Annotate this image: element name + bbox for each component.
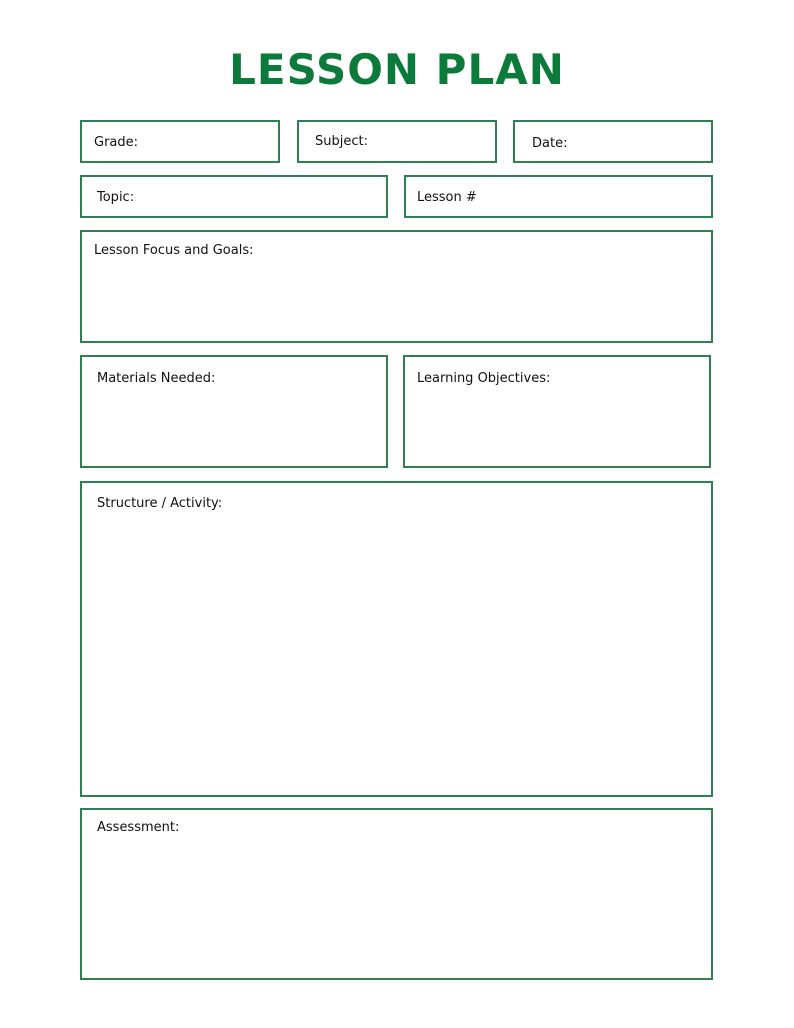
grade-label: Grade: (94, 135, 139, 150)
subject-field[interactable] (297, 120, 497, 163)
lesson-number-field[interactable] (404, 175, 713, 218)
assessment-label: Assessment: (97, 820, 180, 835)
topic-label: Topic: (97, 190, 135, 205)
objectives-field[interactable] (403, 355, 711, 468)
materials-field[interactable] (80, 355, 388, 468)
subject-label: Subject: (315, 134, 368, 149)
grade-field[interactable] (80, 120, 280, 163)
date-field[interactable] (513, 120, 713, 163)
focus-goals-field[interactable] (80, 230, 713, 343)
page-title: LESSON PLAN (229, 45, 565, 94)
materials-label: Materials Needed: (97, 371, 216, 386)
date-label: Date: (532, 136, 568, 151)
structure-activity-field[interactable] (80, 481, 713, 797)
assessment-field[interactable] (80, 808, 713, 980)
focus-goals-label: Lesson Focus and Goals: (94, 243, 254, 258)
topic-field[interactable] (80, 175, 388, 218)
objectives-label: Learning Objectives: (417, 371, 551, 386)
structure-activity-label: Structure / Activity: (97, 496, 223, 511)
lesson-number-label: Lesson # (417, 190, 477, 205)
